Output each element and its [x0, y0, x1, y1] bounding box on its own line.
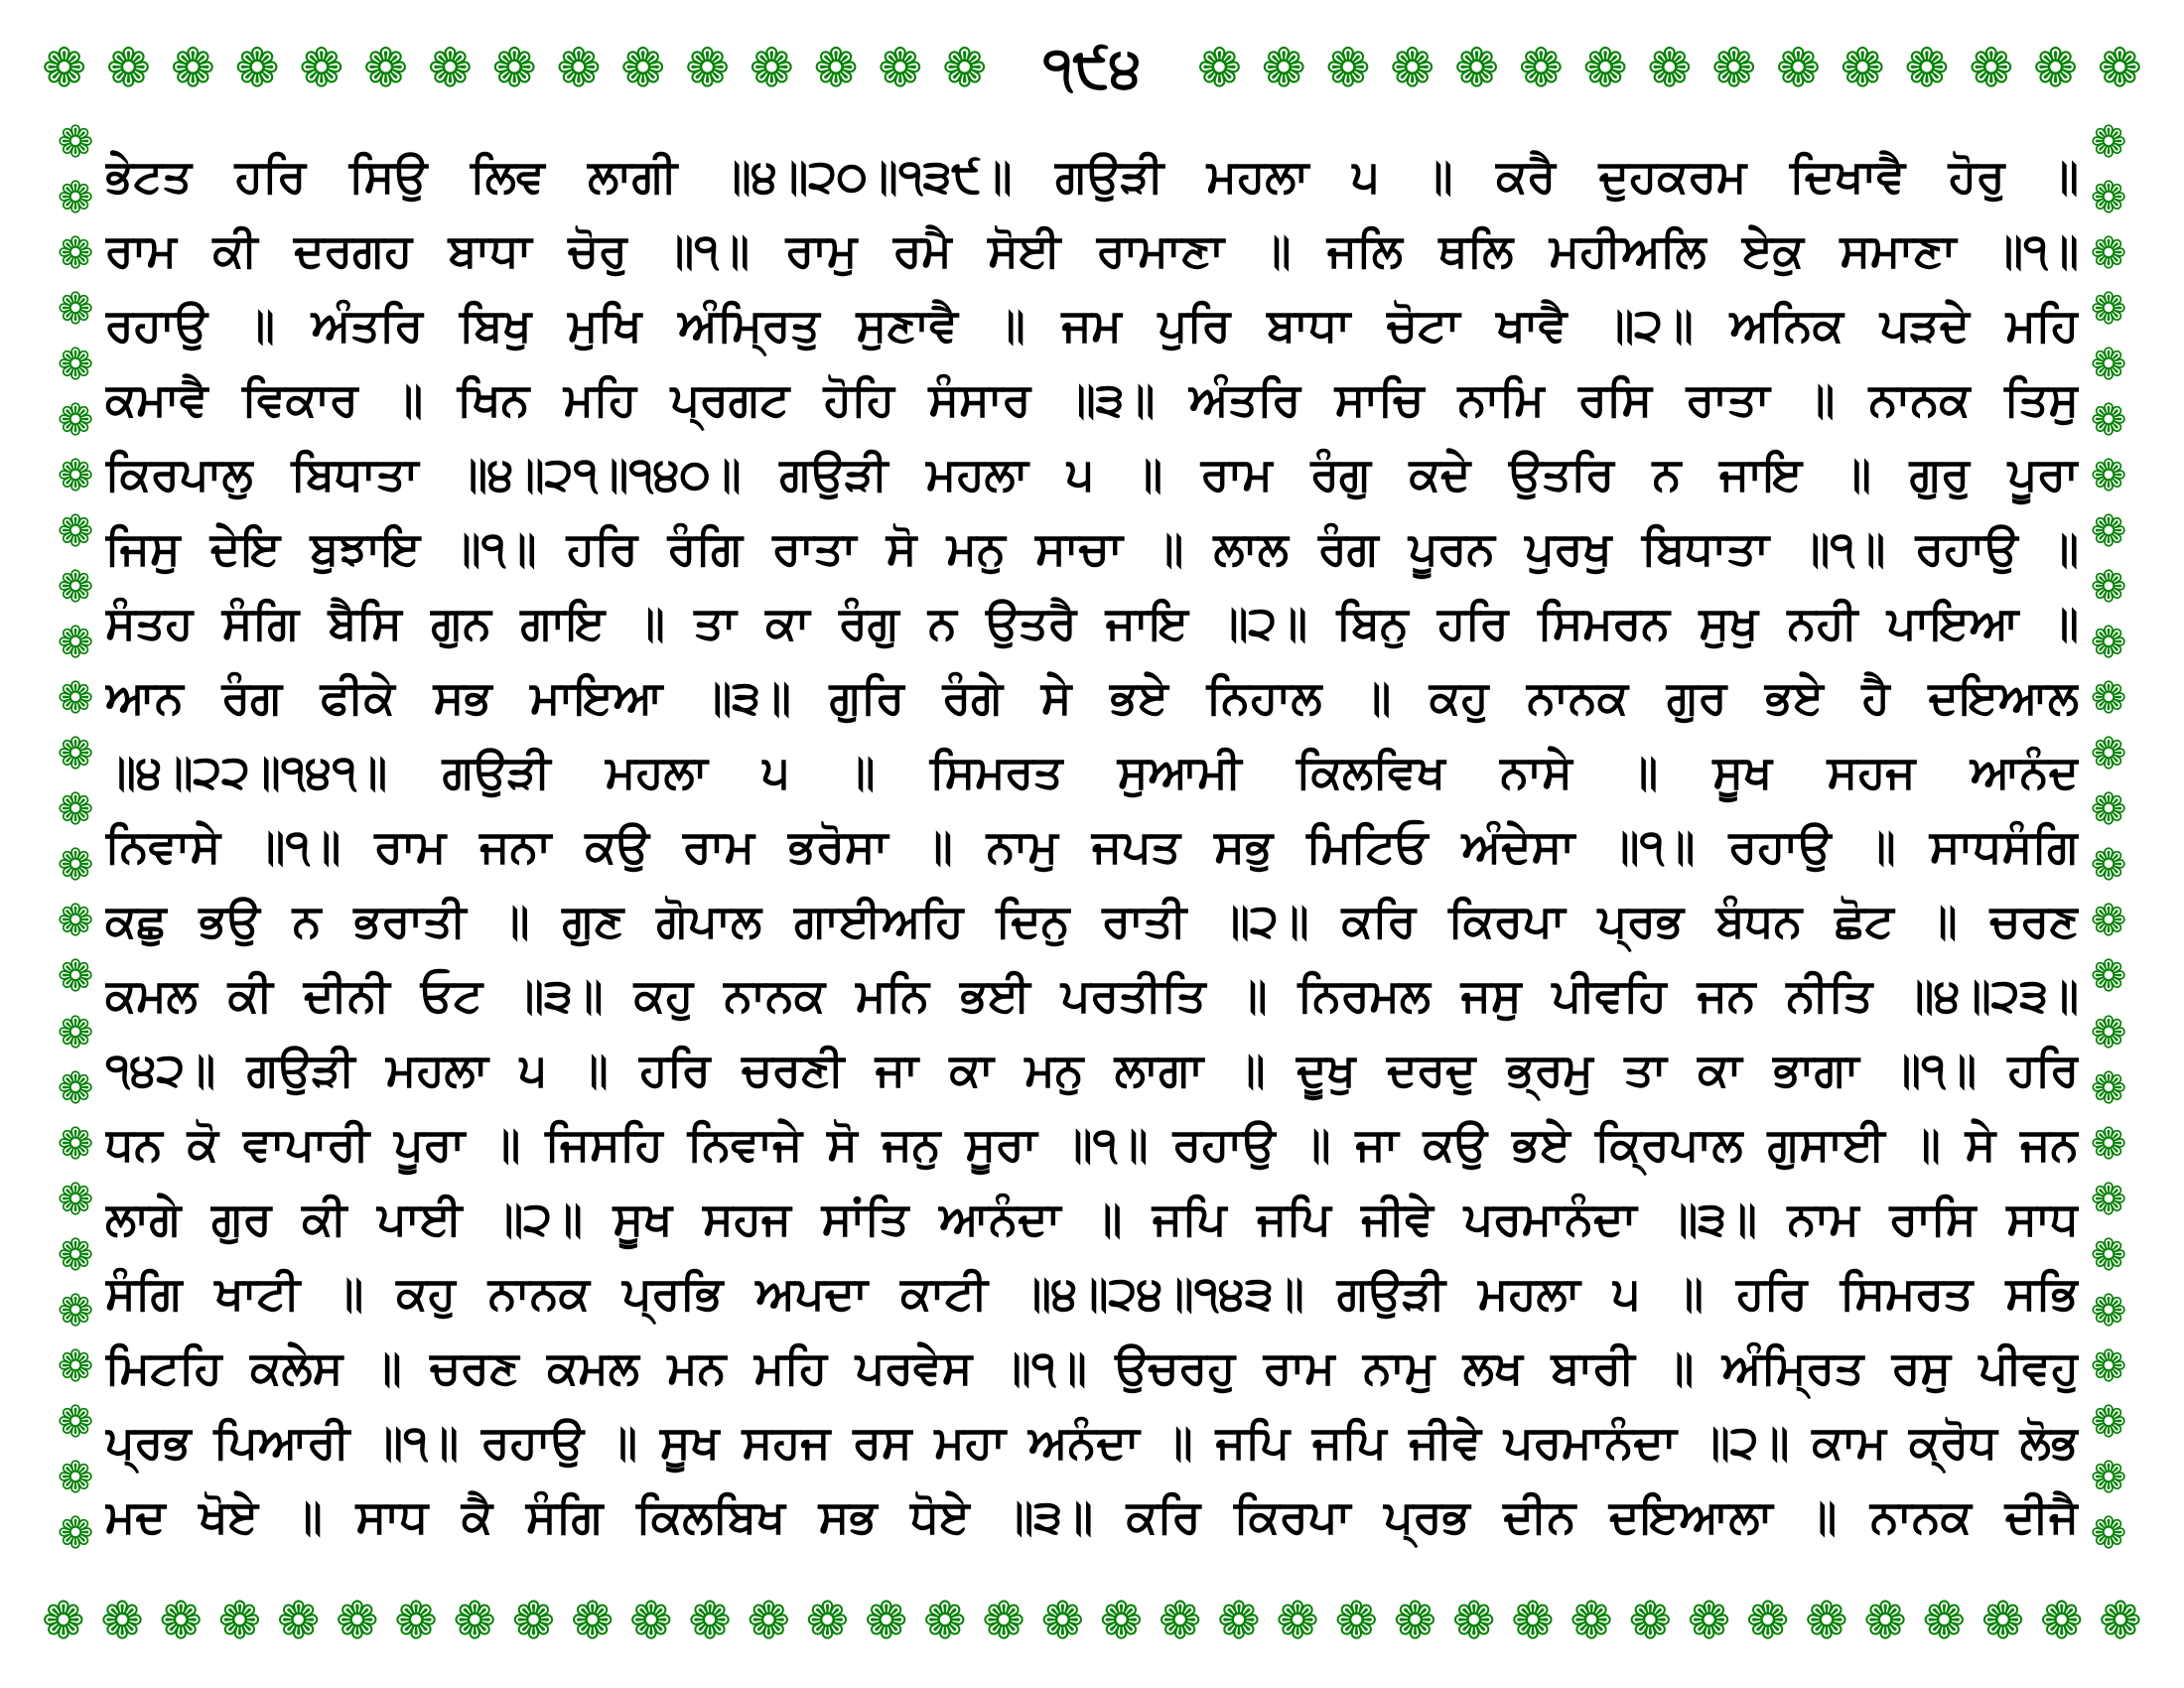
flower-icon: ❁ — [57, 1174, 94, 1225]
flower-icon: ❁ — [57, 1285, 94, 1336]
flower-icon: ❁ — [2090, 1396, 2127, 1448]
flower-icon: ❁ — [1687, 1592, 1731, 1651]
flower-icon: ❁ — [2090, 1452, 2127, 1503]
flower-icon: ❁ — [362, 37, 409, 99]
flower-icon: ❁ — [2090, 562, 2127, 614]
flower-icon: ❁ — [453, 1592, 496, 1651]
flower-icon: ❁ — [1775, 37, 1821, 99]
text-line: ਸੰਤਹ ਸੰਗਿ ਬੈਸਿ ਗੁਨ ਗਾਇ ॥ ਤਾ ਕਾ ਰੰਗੁ ਨ ਉਤਰੈ ਜਾਇ ॥੨॥ ਬਿਨੁ ਹਰਿ ਸਿਮਰਨ ਸੁਖੁ ਨਹੀ ਪਾਇਆ ॥ — [105, 596, 2079, 649]
flower-icon: ❁ — [57, 1452, 94, 1503]
flower-icon: ❁ — [2032, 37, 2079, 99]
flower-icon: ❁ — [864, 1592, 908, 1651]
flower-icon: ❁ — [805, 1592, 850, 1651]
flower-icon: ❁ — [105, 37, 152, 99]
flower-icon: ❁ — [57, 117, 94, 168]
flower-icon: ❁ — [57, 1007, 94, 1058]
flower-icon: ❁ — [159, 1592, 203, 1651]
border-right — [2067, 117, 2150, 1559]
flower-icon: ❁ — [57, 395, 94, 447]
flower-icon: ❁ — [1745, 1592, 1790, 1651]
text-line: ਮਦ ਖੋਏ ॥ ਸਾਧ ਕੈ ਸੰਗਿ ਕਿਲਬਿਖ ਸਭ ਧੋਏ ॥੩॥ ਕਰਿ ਕਿਰਪਾ ਪ੍ਰਭ ਦੀਨ ਦਇਆਲਾ ॥ ਨਾਨਕ ਦੀਜੈ — [105, 1489, 2079, 1543]
flower-icon: ❁ — [57, 340, 94, 391]
border-bottom-flowers — [42, 1582, 2142, 1661]
text-line: ਰਾਮ ਕੀ ਦਰਗਹ ਬਾਧਾ ਚੋਰੁ ॥੧॥ ਰਾਮੁ ਰਮੈ ਸੋਈ ਰਾਮਾਣਾ ॥ ਜਲਿ ਥਲਿ ਮਹੀਅਲਿ ਏਕੁ ਸਮਾਣਾ ॥੧॥ — [105, 223, 2079, 277]
flower-icon: ❁ — [170, 37, 215, 99]
border-top — [42, 28, 2142, 109]
flower-icon: ❁ — [1628, 1592, 1673, 1651]
text-line: ਮਿਟਹਿ ਕਲੇਸ ॥ ਚਰਣ ਕਮਲ ਮਨ ਮਹਿ ਪਰਵੇਸ ॥੧॥ ਉਚਰਹੁ ਰਾਮ ਨਾਮੁ ਲਖ ਬਾਰੀ ॥ ਅੰਮ੍ਰਿਤ ਰਸੁ ਪੀਵਹੁ — [105, 1340, 2079, 1394]
flower-icon: ❁ — [2090, 896, 2127, 947]
flower-icon: ❁ — [570, 1592, 614, 1651]
flower-icon: ❁ — [1863, 1592, 1907, 1651]
text-line: ॥੪॥੨੨॥੧੪੧॥ ਗਉੜੀ ਮਹਲਾ ੫ ॥ ਸਿਮਰਤ ਸੁਆਮੀ ਕਿਲਵਿਖ ਨਾਸੇ ॥ ਸੂਖ ਸਹਜ ਆਨੰਦ — [105, 745, 2079, 798]
flower-icon: ❁ — [511, 1592, 556, 1651]
flower-icon: ❁ — [941, 37, 988, 99]
flower-icon: ❁ — [1451, 1592, 1496, 1651]
flower-icon: ❁ — [1511, 1592, 1555, 1651]
flower-icon: ❁ — [57, 1118, 94, 1170]
flower-icon: ❁ — [217, 1592, 262, 1651]
flower-icon: ❁ — [276, 1592, 321, 1651]
flower-icon: ❁ — [749, 37, 794, 99]
flower-icon: ❁ — [747, 1592, 791, 1651]
flower-icon: ❁ — [1980, 1592, 2025, 1651]
flower-icon: ❁ — [57, 951, 94, 1003]
flower-icon: ❁ — [57, 1340, 94, 1392]
flower-icon: ❁ — [1453, 37, 1500, 99]
flower-icon: ❁ — [299, 37, 344, 99]
flower-icon: ❁ — [2090, 284, 2127, 336]
text-line: ਭੇਟਤ ਹਰਿ ਸਿਉ ਲਿਵ ਲਾਗੀ ॥੪॥੨੦॥੧੩੯॥ ਗਉੜੀ ਮਹਲਾ ੫ ॥ ਕਰੈ ਦੁਹਕਰਮ ਦਿਖਾਵੈ ਹੋਰੁ ॥ — [105, 149, 2079, 203]
flower-icon: ❁ — [57, 562, 94, 614]
flower-icon: ❁ — [1393, 1592, 1437, 1651]
flower-icon: ❁ — [1710, 37, 1757, 99]
flower-icon: ❁ — [556, 37, 602, 99]
flower-icon: ❁ — [57, 173, 94, 224]
flower-icon: ❁ — [57, 1396, 94, 1448]
flower-icon: ❁ — [57, 1507, 94, 1559]
flower-icon: ❁ — [57, 451, 94, 502]
text-line: ਕਮਲ ਕੀ ਦੀਨੀ ਓਟ ॥੩॥ ਕਹੁ ਨਾਨਕ ਮਨਿ ਭਈ ਪਰਤੀਤਿ ॥ ਨਿਰਮਲ ਜਸੁ ਪੀਵਹਿ ਜਨ ਨੀਤਿ ॥੪॥੨੩॥ — [105, 968, 2079, 1022]
flower-icon: ❁ — [2090, 451, 2127, 502]
flower-icon: ❁ — [336, 1592, 379, 1651]
flower-icon: ❁ — [2090, 729, 2127, 780]
flower-icon: ❁ — [1276, 1592, 1319, 1651]
flower-icon: ❁ — [1805, 1592, 1848, 1651]
flower-icon: ❁ — [1334, 1592, 1379, 1651]
flower-icon: ❁ — [2090, 1285, 2127, 1336]
flower-icon: ❁ — [57, 729, 94, 780]
flower-icon: ❁ — [2090, 1340, 2127, 1392]
flower-icon: ❁ — [42, 1592, 85, 1651]
flower-icon: ❁ — [629, 1592, 673, 1651]
flower-icon: ❁ — [2090, 618, 2127, 669]
text-line: ਧਨ ਕੋ ਵਾਪਾਰੀ ਪੂਰਾ ॥ ਜਿਸਹਿ ਨਿਵਾਜੇ ਸੋ ਜਨੁ ਸੂਰਾ ॥੧॥ ਰਹਾਉ ॥ ਜਾ ਕਉ ਭਏ ਕ੍ਰਿਪਾਲ ਗੁਸਾਈ ॥ ਸੇ ਜਨ — [105, 1117, 2079, 1171]
flower-icon: ❁ — [2090, 506, 2127, 558]
flower-icon: ❁ — [2090, 1062, 2127, 1114]
flower-icon: ❁ — [2090, 1118, 2127, 1170]
flower-icon: ❁ — [1582, 37, 1628, 99]
text-line: ਆਨ ਰੰਗ ਫੀਕੇ ਸਭ ਮਾਇਆ ॥੩॥ ਗੁਰਿ ਰੰਗੇ ਸੇ ਭਏ ਨਿਹਾਲ ॥ ਕਹੁ ਨਾਨਕ ਗੁਰ ਭਏ ਹੈ ਦਇਆਲ — [105, 670, 2079, 724]
flower-icon: ❁ — [620, 37, 666, 99]
border-top-left-flowers — [42, 29, 987, 108]
flower-icon: ❁ — [42, 37, 87, 99]
flower-icon: ❁ — [1390, 37, 1435, 99]
flower-icon: ❁ — [57, 1229, 94, 1281]
flower-icon: ❁ — [1040, 1592, 1085, 1651]
flower-icon: ❁ — [57, 673, 94, 725]
flower-icon: ❁ — [100, 1592, 144, 1651]
flower-icon: ❁ — [57, 506, 94, 558]
flower-icon: ❁ — [57, 1062, 94, 1114]
text-line: ਜਿਸੁ ਦੇਇ ਬੁਝਾਇ ॥੧॥ ਹਰਿ ਰੰਗਿ ਰਾਤਾ ਸੋ ਮਨੁ ਸਾਚਾ ॥ ਲਾਲ ਰੰਗ ਪੂਰਨ ਪੁਰਖੁ ਬਿਧਾਤਾ ॥੧॥ ਰਹਾਉ ॥ — [105, 521, 2079, 575]
gurbani-text-block — [105, 139, 2079, 1554]
page-number: ੧੯੪ — [1042, 36, 1142, 100]
text-line: ਰਹਾਉ ॥ ਅੰਤਰਿ ਬਿਖੁ ਮੁਖਿ ਅੰਮ੍ਰਿਤੁ ਸੁਣਾਵੈ ॥ ਜਮ ਪੁਰਿ ਬਾਧਾ ਚੋਟਾ ਖਾਵੈ ॥੨॥ ਅਨਿਕ ਪੜਦੇ ਮਹਿ — [105, 298, 2079, 352]
text-line: ਪ੍ਰਭ ਪਿਆਰੀ ॥੧॥ ਰਹਾਉ ॥ ਸੂਖ ਸਹਜ ਰਸ ਮਹਾ ਅਨੰਦਾ ॥ ਜਪਿ ਜਪਿ ਜੀਵੇ ਪਰਮਾਨੰਦਾ ॥੨॥ ਕਾਮ ਕ੍ਰੋਧ ਲੋਭ — [105, 1415, 2079, 1469]
text-line: ਕਮਾਵੈ ਵਿਕਾਰ ॥ ਖਿਨ ਮਹਿ ਪ੍ਰਗਟ ਹੋਹਿ ਸੰਸਾਰ ॥੩॥ ਅੰਤਰਿ ਸਾਚਿ ਨਾਮਿ ਰਸਿ ਰਾਤਾ ॥ ਨਾਨਕ ਤਿਸੁ — [105, 372, 2079, 426]
flower-icon: ❁ — [57, 284, 94, 336]
flower-icon: ❁ — [2097, 37, 2142, 99]
flower-icon: ❁ — [1196, 37, 1242, 99]
flower-icon: ❁ — [1325, 37, 1371, 99]
flower-icon: ❁ — [2039, 1592, 2084, 1651]
text-line: ਲਾਗੇ ਗੁਰ ਕੀ ਪਾਈ ॥੨॥ ਸੂਖ ਸਹਜ ਸਾਂਤਿ ਆਨੰਦਾ ॥ ਜਪਿ ਜਪਿ ਜੀਵੇ ਪਰਮਾਨੰਦਾ ॥੩॥ ਨਾਮ ਰਾਸਿ ਸਾਧ — [105, 1192, 2079, 1245]
flower-icon: ❁ — [1904, 37, 1950, 99]
flower-icon: ❁ — [1570, 1592, 1613, 1651]
flower-icon: ❁ — [2090, 173, 2127, 224]
flower-icon: ❁ — [1217, 1592, 1261, 1651]
flower-icon: ❁ — [1099, 1592, 1144, 1651]
flower-icon: ❁ — [2090, 1007, 2127, 1058]
flower-icon: ❁ — [688, 1592, 732, 1651]
flower-icon: ❁ — [1261, 37, 1306, 99]
text-line: ਕਛੁ ਭਉ ਨ ਭਰਾਤੀ ॥ ਗੁਣ ਗੋਪਾਲ ਗਾਈਅਹਿ ਦਿਨੁ ਰਾਤੀ ॥੨॥ ਕਰਿ ਕਿਰਪਾ ਪ੍ਰਭ ਬੰਧਨ ਛੋਟ ॥ ਚਰਣ — [105, 894, 2079, 947]
flower-icon: ❁ — [2090, 340, 2127, 391]
border-top-right-flowers — [1197, 29, 2142, 108]
flower-icon: ❁ — [1969, 37, 2014, 99]
flower-icon: ❁ — [2099, 1592, 2142, 1651]
flower-icon: ❁ — [394, 1592, 438, 1651]
text-line: ਨਿਵਾਸੇ ॥੧॥ ਰਾਮ ਜਨਾ ਕਉ ਰਾਮ ਭਰੋਸਾ ॥ ਨਾਮੁ ਜਪਤ ਸਭੁ ਮਿਟਿਓ ਅੰਦੇਸਾ ॥੧॥ ਰਹਾਉ ॥ ਸਾਧਸੰਗਿ — [105, 819, 2079, 873]
flower-icon: ❁ — [923, 1592, 967, 1651]
text-line: ਕਿਰਪਾਲੁ ਬਿਧਾਤਾ ॥੪॥੨੧॥੧੪੦॥ ਗਉੜੀ ਮਹਲਾ ੫ ॥ ਰਾਮ ਰੰਗੁ ਕਦੇ ਉਤਰਿ ਨ ਜਾਇ ॥ ਗੁਰੁ ਪੂਰਾ — [105, 447, 2079, 500]
flower-icon: ❁ — [57, 618, 94, 669]
flower-icon: ❁ — [2090, 1507, 2127, 1559]
flower-icon: ❁ — [234, 37, 280, 99]
flower-icon: ❁ — [2090, 951, 2127, 1003]
flower-icon: ❁ — [57, 896, 94, 947]
text-line: ੧੪੨॥ ਗਉੜੀ ਮਹਲਾ ੫ ॥ ਹਰਿ ਚਰਣੀ ਜਾ ਕਾ ਮਨੁ ਲਾਗਾ ॥ ਦੂਖੁ ਦਰਦੁ ਭ੍ਰਮੁ ਤਾ ਕਾ ਭਾਗਾ ॥੧॥ ਹਰਿ — [105, 1043, 2079, 1096]
flower-icon: ❁ — [2090, 840, 2127, 892]
flower-icon: ❁ — [57, 228, 94, 280]
flower-icon: ❁ — [2090, 784, 2127, 836]
flower-icon: ❁ — [2090, 1174, 2127, 1225]
flower-icon: ❁ — [878, 37, 923, 99]
border-bottom — [42, 1583, 2142, 1660]
flower-icon: ❁ — [491, 37, 537, 99]
flower-icon: ❁ — [982, 1592, 1025, 1651]
flower-icon: ❁ — [2090, 117, 2127, 168]
flower-icon: ❁ — [57, 840, 94, 892]
flower-icon: ❁ — [2090, 673, 2127, 725]
flower-icon: ❁ — [2090, 395, 2127, 447]
text-line: ਸੰਗਿ ਖਾਟੀ ॥ ਕਹੁ ਨਾਨਕ ਪ੍ਰਭਿ ਅਪਦਾ ਕਾਟੀ ॥੪॥੨੪॥੧੪੩॥ ਗਉੜੀ ਮਹਲਾ ੫ ॥ ਹਰਿ ਸਿਮਰਤ ਸਭਿ — [105, 1266, 2079, 1320]
flower-icon: ❁ — [1647, 37, 1693, 99]
flower-icon: ❁ — [1840, 37, 1885, 99]
flower-icon: ❁ — [684, 37, 731, 99]
flower-icon: ❁ — [813, 37, 859, 99]
flower-icon: ❁ — [1922, 1592, 1967, 1651]
flower-icon: ❁ — [1158, 1592, 1202, 1651]
flower-icon: ❁ — [2090, 1229, 2127, 1281]
flower-icon: ❁ — [427, 37, 473, 99]
flower-icon: ❁ — [2090, 228, 2127, 280]
flower-icon: ❁ — [57, 784, 94, 836]
flower-icon: ❁ — [1518, 37, 1564, 99]
